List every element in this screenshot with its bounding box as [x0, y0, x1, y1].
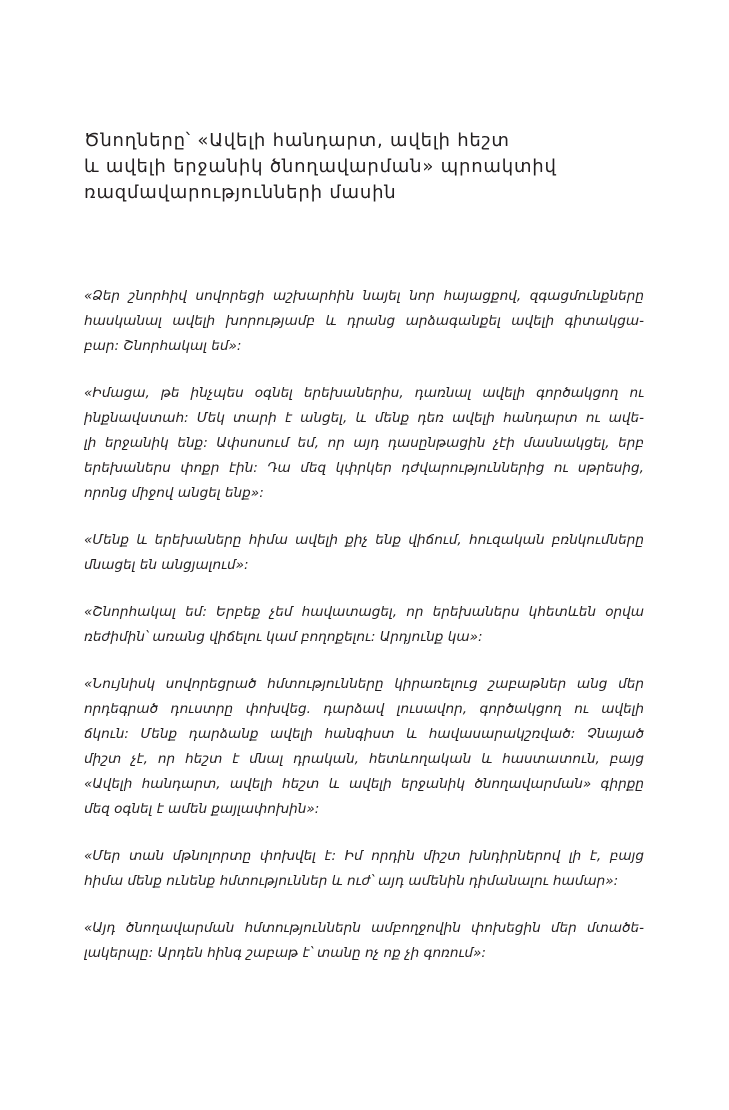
quote-line: մեզ օգնել է ամեն քայլափոխին»:	[84, 801, 320, 817]
title-line: ռազմավարությունների մասին	[84, 182, 397, 203]
quote-line: որդեգրած դուստրը փոխվեց. դարձավ լուսավոր, գործակցող ու ավելի	[84, 701, 644, 717]
quote-line: բար: Շնորհակալ եմ»:	[84, 338, 242, 354]
testimonial-quote	[84, 528, 644, 578]
testimonial-quote	[84, 672, 644, 822]
quote-line: «Նույնիսկ սովորեցրած հմտությունները կիրառելուց շաբաթներ անց մեր	[84, 676, 644, 692]
quote-line: հասկանալ ավելի խորությամբ և դրանց արձագանքել ավելի գիտակցա-	[84, 313, 644, 329]
quote-line: մնացել են անցյալում»:	[84, 557, 249, 573]
quote-line: «Մեր տան մթնոլորտը փոխվել է: Իմ որդին միշտ խնդիրներով լի է, բայց	[84, 848, 644, 864]
quote-line: որոնց միջով անցել ենք»:	[84, 485, 264, 501]
testimonial-quote	[84, 381, 644, 506]
quote-line: «Ավելի հանդարտ, ավելի հեշտ և ավելի երջանիկ ծնողավարման» գիրքը	[84, 776, 644, 792]
quote-line: ինքնավստահ: Մեկ տարի է անցել, և մենք դեռ ավելի հանդարտ ու ավե-	[84, 410, 644, 426]
testimonial-quote	[84, 916, 644, 966]
title-line: և ավելի երջանիկ ծնողավարման» պրոակտիվ	[84, 156, 557, 177]
quote-line: երեխաներս փոքր էին: Դա մեզ կփրկեր դժվարություններից ու սթրեսից,	[84, 460, 644, 476]
quote-line: լի երջանիկ ենք: Ափսոսում եմ, որ այդ դասընթացին չէի մասնակցել, երբ	[84, 435, 644, 451]
quote-line: միշտ չէ, որ հեշտ է մնալ դրական, հետևողական և հաստատուն, բայց	[84, 751, 644, 767]
page-title	[84, 128, 684, 206]
testimonials	[84, 284, 644, 988]
quote-line: ռեժիմին՝ առանց վիճելու կամ բողոքելու: Արդյունք կա»:	[84, 629, 483, 645]
quote-line: «Ձեր շնորհիվ սովորեցի աշխարհին նայել նոր հայացքով, զգացմունքները	[84, 288, 644, 304]
quote-line: «Այդ ծնողավարման հմտություններն ամբողջովին փոխեցին մեր մտածե-	[84, 920, 644, 936]
quote-line: «Իմացա, թե ինչպես օգնել երեխաներիս, դառնալ ավելի գործակցող ու	[84, 385, 644, 401]
testimonial-quote	[84, 600, 644, 650]
quote-line: «Շնորհակալ եմ: Երբեք չեմ հավատացել, որ երեխաներս կհետևեն օրվա	[84, 604, 644, 620]
quote-line: ճկուն: Մենք դարձանք ավելի հանգիստ և հավասարակշռված: Չնայած	[84, 726, 644, 742]
title-line: Ծնողները՝ «Ավելի հանդարտ, ավելի հեշտ	[84, 130, 510, 151]
testimonial-quote	[84, 284, 644, 359]
testimonial-quote	[84, 844, 644, 894]
quote-line: «Մենք և երեխաները հիմա ավելի քիչ ենք վիճում, հուզական բռնկումները	[84, 532, 644, 548]
quote-line: լակերպը: Արդեն հինգ շաբաթ է՝ տանը ոչ ոք չի գոռում»:	[84, 945, 486, 961]
quote-line: հիմա մենք ունենք հմտություններ և ուժ՝ այդ ամենին դիմանալու համար»:	[84, 873, 619, 889]
